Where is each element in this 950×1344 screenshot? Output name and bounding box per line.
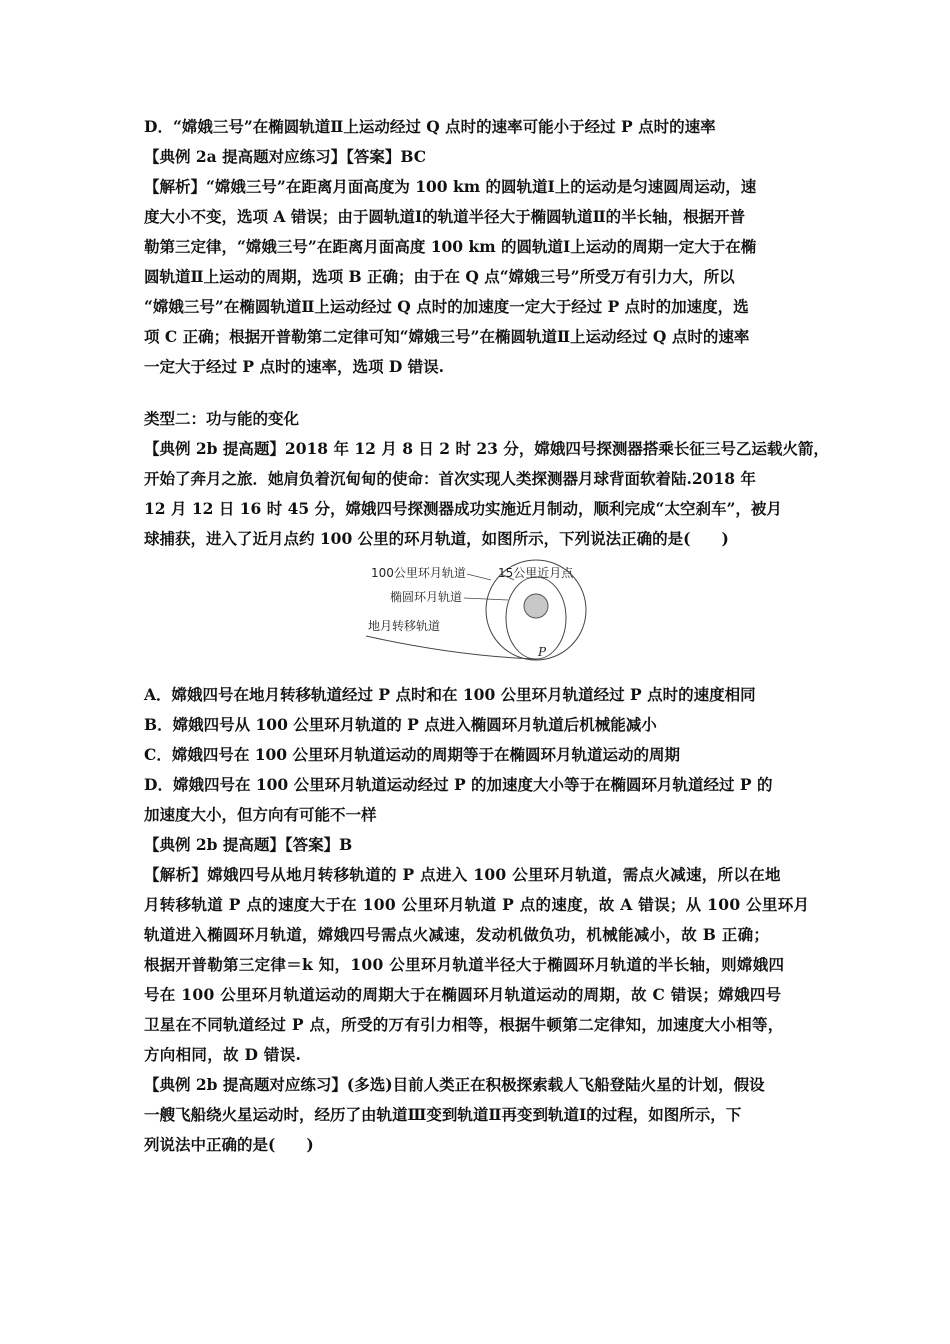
text-line: 项 C 正确；根据开普勒第二定律可知“嫦娥三号”在椭圆轨道Ⅱ上运动经过 Q 点时的速率 (144, 327, 750, 346)
document-page (144, 112, 829, 1160)
text-line: D．“嫦娥三号”在椭圆轨道Ⅱ上运动经过 Q 点时的速率可能小于经过 P 点时的速率 (144, 117, 716, 136)
text-line: 列说法中正确的是( ) (144, 1135, 314, 1154)
text-line: 卫星在不同轨道经过 P 点，所受的万有引力相等，根据牛顿第二定律知，加速度大小相等， (144, 1015, 784, 1034)
moon (524, 594, 548, 618)
problem-statement (144, 434, 829, 554)
text-line: 加速度大小，但方向有可能不一样 (144, 805, 377, 824)
label-circular-orbit: 100公里环月轨道 (371, 566, 466, 580)
text-line: 开始了奔月之旅．她肩负着沉甸甸的使命：首次实现人类探测器月球背面软着陆.2018 年 (144, 469, 756, 488)
text-line: B．嫦娥四号从 100 公里环月轨道的 P 点进入椭圆环月轨道后机械能减小 (144, 715, 657, 734)
text-line: 【解析】“嫦娥三号”在距离月面高度为 100 km 的圆轨道Ⅰ上的运动是匀速圆周运动，速 (144, 177, 757, 196)
text-line: 【典例 2b 提高题对应练习】(多选)目前人类正在积极探索载人飞船登陆火星的计划，假设 (144, 1075, 765, 1094)
section-title: 类型二：功与能的变化 (144, 409, 300, 428)
label-transfer-orbit: 地月转移轨道 (368, 619, 441, 633)
text-line: 【典例 2a 提高题对应练习】【答案】BC (144, 147, 427, 166)
orbit-figure (144, 558, 814, 670)
text-line: 圆轨道Ⅱ上运动的周期，选项 B 正确；由于在 Q 点“嫦娥三号”所受万有引力大，所以 (144, 267, 735, 286)
orbit-diagram (366, 558, 606, 666)
text-line: 球捕获，进入了近月点约 100 公里的环月轨道，如图所示，下列说法正确的是( ) (144, 529, 729, 548)
text-line: “嫦娥三号”在椭圆轨道Ⅱ上运动经过 Q 点时的加速度一定大于经过 P 点时的加速度，选 (144, 297, 749, 316)
text-line: 度大小不变，选项 A 错误；由于圆轨道Ⅰ的轨道半径大于椭圆轨道Ⅱ的半长轴，根据开普 (144, 207, 746, 226)
text-line: 【典例 2b 提高题】【答案】B (144, 835, 353, 854)
text-line: 【解析】嫦娥四号从地月转移轨道的 P 点进入 100 公里环月轨道，需点火减速，所以在地 (144, 865, 781, 884)
text-line: D．嫦娥四号在 100 公里环月轨道运动经过 P 的加速度大小等于在椭圆环月轨道经过 P 的 (144, 775, 773, 794)
label-perilune: 15公里近月点 (498, 566, 574, 580)
label-elliptical-orbit: 椭圆环月轨道 (390, 590, 463, 604)
options-block (144, 680, 814, 860)
leader-line (464, 598, 508, 600)
previous-answer-block (144, 112, 814, 382)
text-line: 12 月 12 日 16 时 45 分，嫦娥四号探测器成功实施近月制动，顺利完成“太空刹车”，被月 (144, 499, 782, 518)
analysis-block (144, 860, 814, 1070)
spacer (144, 382, 814, 404)
text-line: 轨道进入椭圆环月轨道，嫦娥四号需点火减速，发动机做负功，机械能减小，故 B 正确； (144, 925, 770, 944)
label-point-p: P (538, 645, 547, 659)
text-line: C．嫦娥四号在 100 公里环月轨道运动的周期等于在椭圆环月轨道运动的周期 (144, 745, 680, 764)
text-line: 【典例 2b 提高题】2018 年 12 月 8 日 2 时 23 分，嫦娥四号探测器搭乘长征三号乙运载火箭， (144, 439, 829, 458)
text-line: A．嫦娥四号在地月转移轨道经过 P 点时和在 100 公里环月轨道经过 P 点时的速度相同 (144, 685, 756, 704)
text-line: 一艘飞船绕火星运动时，经历了由轨道Ⅲ变到轨道Ⅱ再变到轨道Ⅰ的过程，如图所示，下 (144, 1105, 742, 1124)
text-line: 勒第三定律，“嫦娥三号”在距离月面高度 100 km 的圆轨道Ⅰ上运动的周期一定大于在椭 (144, 237, 757, 256)
text-line: 一定大于经过 P 点时的速率，选项 D 错误. (144, 357, 445, 376)
text-line: 号在 100 公里环月轨道运动的周期大于在椭圆环月轨道运动的周期，故 C 错误；嫦娥四号 (144, 985, 782, 1004)
text-line: 根据开普勒第三定律＝k 知，100 公里环月轨道半径大于椭圆环月轨道的半长轴，则嫦娥四 (144, 955, 785, 974)
text-line: 月转移轨道 P 点的速度大于在 100 公里环月轨道 P 点的速度，故 A 错误；从 100 公里环月 (144, 895, 810, 914)
leader-line (467, 574, 491, 580)
exercise-block (144, 1070, 814, 1160)
text-line: 方向相同，故 D 错误. (144, 1045, 302, 1064)
